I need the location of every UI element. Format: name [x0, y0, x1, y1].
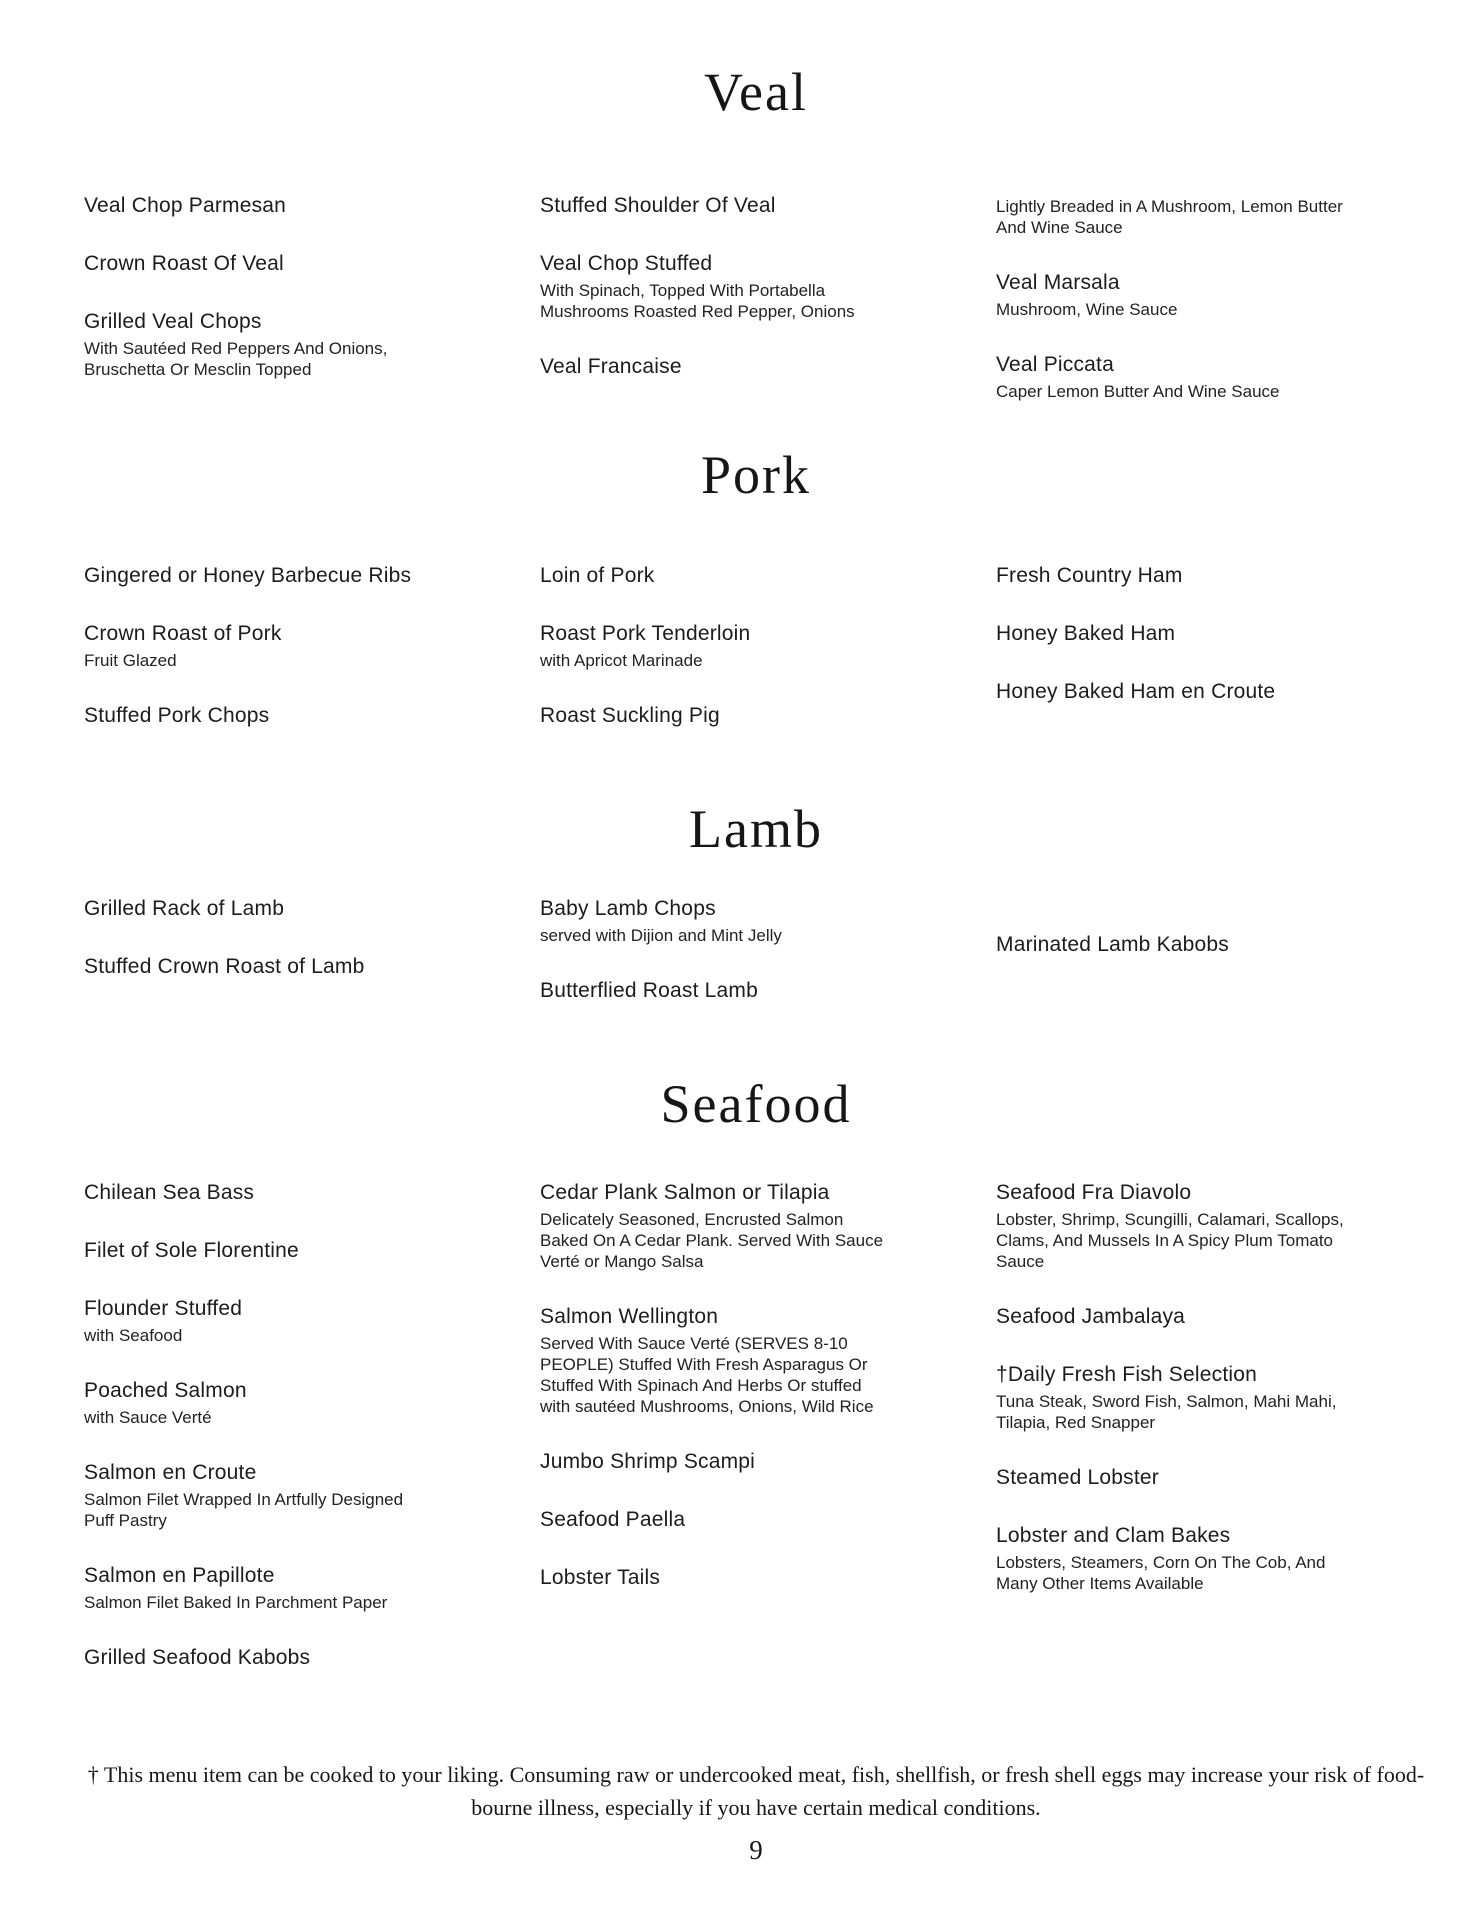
menu-item-name: Butterflied Roast Lamb	[540, 979, 759, 1003]
menu-item-name: Salmon Wellington	[540, 1305, 719, 1329]
menu-item-name: Seafood Fra Diavolo	[996, 1181, 1192, 1205]
seafood-column-3	[996, 1180, 1428, 1671]
menu-item-description: With Spinach, Topped With Portabella Mushrooms Roasted Red Pepper, Onions	[540, 280, 855, 321]
menu-item-name: Veal Chop Parmesan	[84, 193, 287, 217]
menu-item-description: with Seafood	[84, 1326, 183, 1346]
menu-item	[540, 621, 972, 671]
menu-item-name: Crown Roast Of Veal	[84, 251, 284, 275]
menu-item	[84, 193, 516, 219]
menu-item	[996, 1304, 1428, 1330]
menu-item	[996, 270, 1428, 320]
menu-item-name: Cedar Plank Salmon or Tilapia	[540, 1181, 830, 1205]
menu-item-description: Fruit Glazed	[84, 650, 177, 670]
menu-item	[84, 1378, 516, 1428]
menu-item-description: Tuna Steak, Sword Fish, Salmon, Mahi Mahi, Tilapia, Red Snapper	[996, 1392, 1337, 1433]
menu-item	[84, 1238, 516, 1264]
menu-item	[540, 1507, 972, 1533]
menu-item-description: with Sauce Verté	[84, 1408, 212, 1428]
menu-item-name: Salmon en Papillote	[84, 1564, 275, 1588]
menu-item-description: Caper Lemon Butter And Wine Sauce	[996, 381, 1280, 401]
menu-item-name: Salmon en Croute	[84, 1461, 257, 1485]
lamb-column-1	[84, 896, 516, 1004]
menu-item	[84, 896, 516, 922]
seafood-column-2	[540, 1180, 972, 1671]
veal-items-grid	[84, 193, 1428, 402]
menu-item	[84, 621, 516, 671]
menu-item	[84, 1563, 516, 1613]
section-title-veal: Veal	[704, 62, 808, 122]
menu-item-name: Veal Marsala	[996, 270, 1120, 294]
menu-item-name: Fresh Country Ham	[996, 563, 1183, 587]
menu-item	[540, 703, 972, 729]
menu-item	[996, 196, 1428, 238]
menu-item-description: With Sautéed Red Peppers And Onions, Bruschetta Or Mesclin Topped	[84, 338, 388, 379]
menu-item-name: Steamed Lobster	[996, 1466, 1159, 1490]
menu-item-name: Veal Piccata	[996, 352, 1114, 376]
menu-item-name: Lobster and Clam Bakes	[996, 1524, 1231, 1548]
menu-item-description: Lightly Breaded in A Mushroom, Lemon Butter And Wine Sauce	[996, 196, 1343, 237]
menu-item	[996, 1180, 1428, 1272]
menu-item-description: Salmon Filet Baked In Parchment Paper	[84, 1593, 388, 1613]
page-number: 9	[749, 1834, 763, 1865]
menu-item-name: Baby Lamb Chops	[540, 897, 716, 921]
menu-item-name: Veal Chop Stuffed	[540, 251, 713, 275]
menu-item-name: Seafood Jambalaya	[996, 1305, 1186, 1329]
menu-item-name: Flounder Stuffed	[84, 1297, 243, 1321]
menu-item-name: Gingered or Honey Barbecue Ribs	[84, 563, 412, 587]
seafood-column-1	[84, 1180, 516, 1671]
menu-item	[996, 1362, 1428, 1433]
menu-item-name: Grilled Seafood Kabobs	[84, 1646, 311, 1670]
menu-item	[540, 1180, 972, 1272]
pork-column-3	[996, 563, 1428, 729]
menu-item	[540, 1565, 972, 1591]
menu-item-name: Crown Roast of Pork	[84, 621, 282, 645]
lamb-column-3	[996, 896, 1428, 1004]
menu-item-name: Roast Suckling Pig	[540, 703, 720, 727]
pork-items-grid	[84, 563, 1428, 729]
menu-item	[996, 1523, 1428, 1594]
section-seafood	[84, 1004, 1428, 1671]
menu-item	[84, 1645, 516, 1671]
menu-item-name: Stuffed Crown Roast of Lamb	[84, 955, 365, 979]
page-footer	[84, 1758, 1428, 1866]
menu-item	[84, 703, 516, 729]
menu-item	[540, 1304, 972, 1417]
menu-item	[84, 563, 516, 589]
menu-item	[84, 1296, 516, 1346]
menu-item-name: Stuffed Shoulder Of Veal	[540, 193, 776, 217]
menu-item-name: Stuffed Pork Chops	[84, 703, 270, 727]
menu-item-description: Lobster, Shrimp, Scungilli, Calamari, Scallops, Clams, And Mussels In A Spicy Plum Tomato Sauce	[996, 1210, 1344, 1272]
menu-item	[996, 621, 1428, 647]
menu-item	[84, 309, 516, 380]
menu-item	[540, 563, 972, 589]
section-title-seafood: Seafood	[660, 1074, 852, 1135]
menu-item-description: Served With Sauce Verté (SERVES 8-10 PEOPLE) Stuffed With Fresh Asparagus Or Stuffed With Spinach And Herbs Or stuffed with sautéed Mushrooms, Onions, Wild Rice	[540, 1334, 874, 1417]
lamb-column-2	[540, 896, 972, 1004]
seafood-items-grid	[84, 1180, 1428, 1671]
menu-item-name: Grilled Rack of Lamb	[84, 897, 285, 921]
menu-item-description: with Apricot Marinade	[540, 650, 703, 670]
menu-item	[540, 251, 972, 322]
lamb-items-grid	[84, 896, 1428, 1004]
menu-item-name: Loin of Pork	[540, 563, 655, 587]
menu-item-name: Poached Salmon	[84, 1379, 247, 1403]
menu-item-description: Salmon Filet Wrapped In Artfully Designed Puff Pastry	[84, 1490, 404, 1531]
menu-item-name: Filet of Sole Florentine	[84, 1239, 299, 1263]
menu-item	[540, 896, 972, 946]
menu-item-description: Delicately Seasoned, Encrusted Salmon Baked On A Cedar Plank. Served With Sauce Verté or Mango Salsa	[540, 1210, 884, 1272]
section-pork	[84, 402, 1428, 729]
menu-item	[84, 954, 516, 980]
menu-item	[996, 679, 1428, 705]
menu-item	[996, 1465, 1428, 1491]
menu-item-description: Lobsters, Steamers, Corn On The Cob, And Many Other Items Available	[996, 1553, 1326, 1594]
menu-item	[996, 563, 1428, 589]
menu-item	[996, 932, 1428, 958]
menu-item-description: Mushroom, Wine Sauce	[996, 299, 1178, 319]
menu-item	[540, 978, 972, 1004]
veal-column-1	[84, 193, 516, 402]
section-title-lamb: Lamb	[689, 798, 823, 859]
menu-item	[540, 193, 972, 219]
menu-item	[84, 251, 516, 277]
menu-item-name: †Daily Fresh Fish Selection	[996, 1363, 1257, 1387]
pork-column-1	[84, 563, 516, 729]
menu-item-name: Jumbo Shrimp Scampi	[540, 1450, 756, 1474]
menu-item-name: Honey Baked Ham	[996, 621, 1176, 645]
pork-column-2	[540, 563, 972, 729]
menu-item	[540, 1449, 972, 1475]
menu-item	[84, 1460, 516, 1531]
section-lamb	[84, 729, 1428, 1005]
section-veal	[84, 40, 1428, 402]
veal-column-2	[540, 193, 972, 402]
menu-item-name: Chilean Sea Bass	[84, 1181, 255, 1205]
footnote: † This menu item can be cooked to your liking. Consuming raw or undercooked meat, fish, shellfish, or fresh shell eggs may increase your risk of food-bourne illness, especially if you have certain medical conditions.	[87, 1761, 1425, 1820]
section-title-pork: Pork	[700, 444, 811, 505]
menu-item	[84, 1180, 516, 1206]
menu-item-name: Lobster Tails	[540, 1566, 661, 1590]
menu-item-name: Marinated Lamb Kabobs	[996, 933, 1230, 957]
veal-column-3	[996, 193, 1428, 402]
menu-item-name: Veal Francaise	[540, 354, 682, 378]
menu-item-name: Grilled Veal Chops	[84, 309, 262, 333]
menu-item-name: Seafood Paella	[540, 1508, 686, 1532]
menu-item-description: served with Dijion and Mint Jelly	[540, 926, 782, 946]
menu-item-name: Honey Baked Ham en Croute	[996, 679, 1276, 703]
menu-item-name: Roast Pork Tenderloin	[540, 621, 751, 645]
menu-item	[996, 352, 1428, 402]
menu-item	[540, 354, 972, 380]
